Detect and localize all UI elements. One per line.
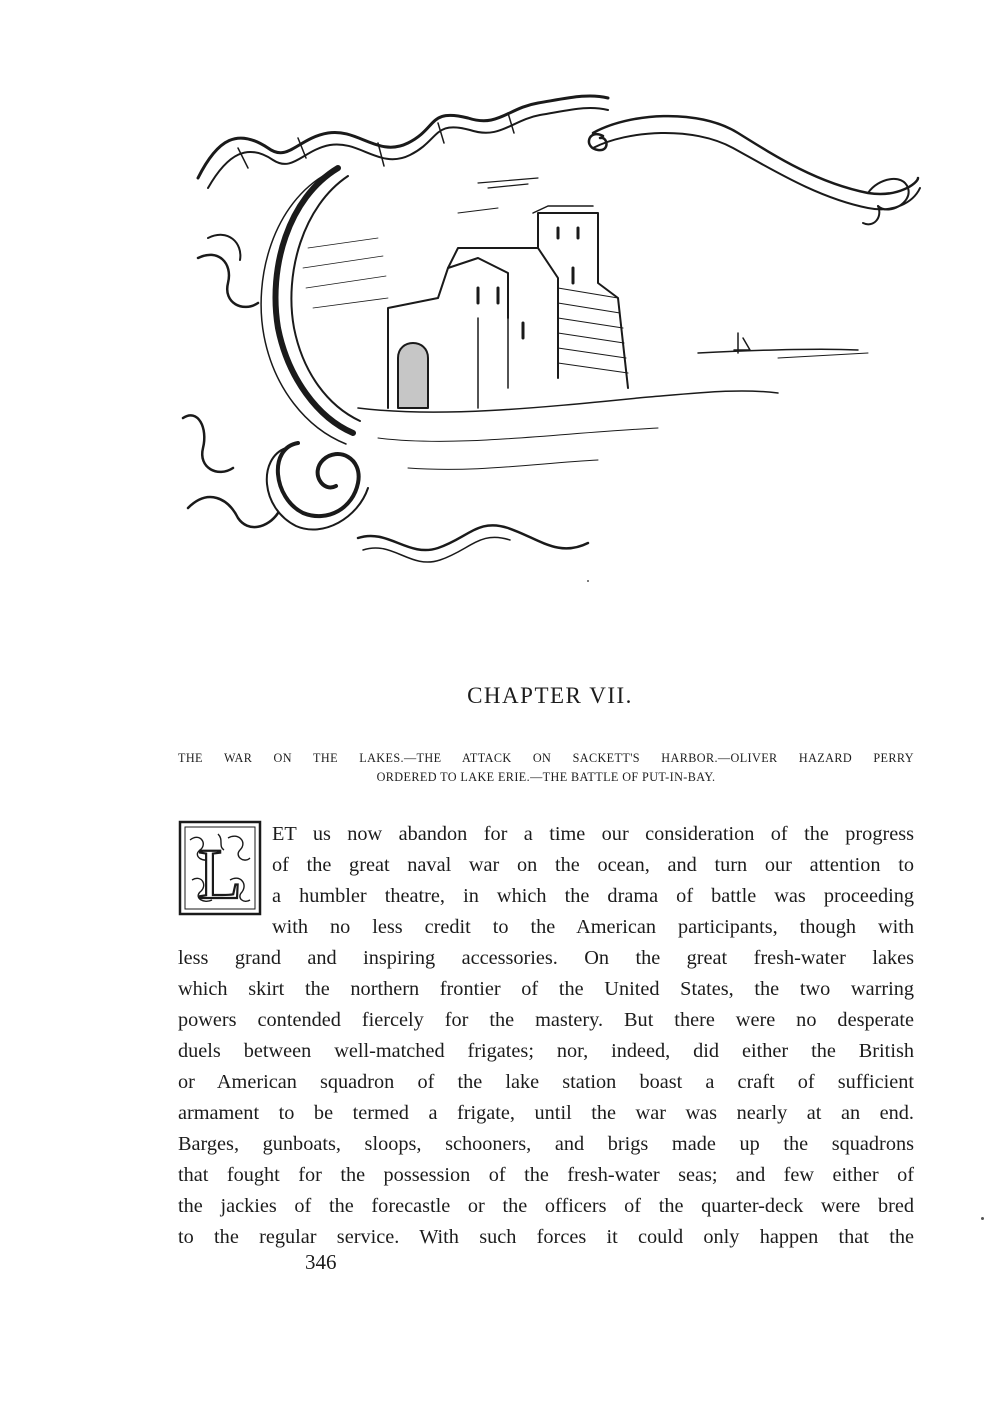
body-line: duels between well-matched frigates; nor, indeed, did either the British <box>178 1040 914 1062</box>
body-line: to the regular service. With such forces it could only happen that the <box>178 1226 914 1248</box>
body-line: or American squadron of the lake station boast a craft of sufficient <box>178 1071 914 1093</box>
body-line: armament to be termed a frigate, until the war was nearly at an end. <box>178 1102 914 1124</box>
body-line: of the great naval war on the ocean, and turn our attention to <box>272 854 914 876</box>
body-line: powers contended fiercely for the mastery. But there were no desperate <box>178 1009 914 1031</box>
body-line: Barges, gunboats, sloops, schooners, and brigs made up the squadrons <box>178 1133 914 1155</box>
body-line: a humbler theatre, in which the drama of battle was proceeding <box>272 885 914 907</box>
scan-speck <box>587 580 589 582</box>
body-line: with no less credit to the American participants, though with <box>272 916 914 938</box>
synopsis-line-1: THE WAR ON THE LAKES.—THE ATTACK ON SACKETT'S HARBOR.—OLIVER HAZARD PERRY <box>178 751 914 765</box>
drop-cap-letter: L <box>198 834 242 914</box>
chapter-title: CHAPTER VII. <box>467 683 633 708</box>
body-line: which skirt the northern frontier of the United States, the two warring <box>178 978 914 1000</box>
body-line: less grand and inspiring accessories. On the great fresh-water lakes <box>178 947 914 969</box>
body-line: the jackies of the forecastle or the officers of the quarter-deck were bred <box>178 1195 914 1217</box>
body-line: ET us now abandon for a time our consideration of the progress <box>272 823 914 845</box>
body-line: that fought for the possession of the fresh-water seas; and few either of <box>178 1164 914 1186</box>
chapter-synopsis <box>178 749 914 787</box>
page-number: 346 <box>305 1250 337 1274</box>
scan-speck <box>981 1217 984 1220</box>
synopsis-line-2: ORDERED TO LAKE ERIE.—THE BATTLE OF PUT-IN-BAY. <box>376 770 716 784</box>
chapter-body <box>178 819 914 1253</box>
chapter-header-illustration <box>178 88 923 568</box>
